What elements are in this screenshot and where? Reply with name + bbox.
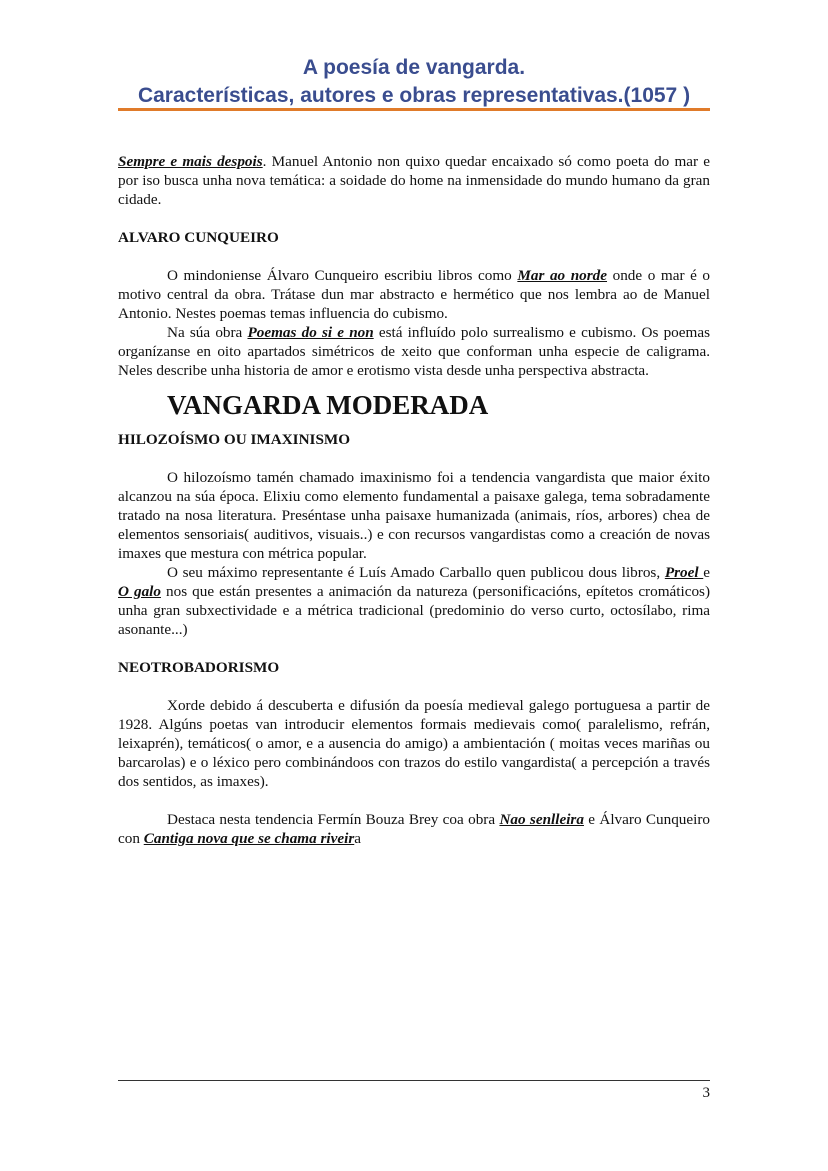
paragraph-text: onde o mar é o motivo central da obra. Trátase dun mar abstracto e hermético que nos lembra ao de Manuel Antonio. Nestes poemas temas influencia do cubismo.: [118, 267, 711, 322]
major-heading-vangarda-moderada: VANGARDA MODERADA: [167, 390, 489, 420]
footer-divider: [118, 1080, 710, 1081]
work-title: Poemas do si e non: [247, 324, 374, 341]
hilozoismo-paragraph-1: O hilozoísmo tamén chamado imaxinismo foi a tendencia vangardista que maior éxito alcanzou na súa época. Elixiu como elemento fundamental a paisaxe galega, tema sobradamente tratado na nosa literatura. Preséntase unha paisaxe humanizada (animais, ríos, arbores) chea de elementos sensoriais( auditivos, visuais..) e con recursos vangardistas como a creación de novas imaxes que mestura con métrica popular.: [118, 469, 710, 562]
paragraph-text: a: [354, 830, 362, 847]
work-title: Sempre e mais despois: [118, 153, 263, 170]
paragraph-text: e Álvaro Cunqueiro con: [118, 811, 710, 847]
work-title: Nao senlleira: [499, 811, 584, 828]
work-title: O galo: [118, 583, 161, 600]
intro-paragraph: [118, 152, 710, 209]
paragraph-text: O mindoniense Álvaro Cunqueiro escribiu libros como: [167, 267, 518, 284]
paragraph-text: e: [703, 564, 710, 581]
work-title: Mar ao norde: [517, 267, 608, 284]
section-heading-hilozoismo: HILOZOÍSMO OU IMAXINISMO: [118, 431, 351, 448]
header-title-line-2: Características, autores e obras representativas.(1057 ): [137, 84, 691, 107]
work-title: Proel: [664, 564, 704, 581]
paragraph-text: . Manuel Antonio non quixo quedar encaixado só como poeta do mar e por iso busca unha nova temática: a soidade do home na inmensidade do mundo humano da gran cidade.: [118, 153, 710, 208]
document-body: [118, 152, 710, 848]
paragraph-text: Na súa obra: [167, 324, 248, 341]
hilozoismo-paragraph-2: [118, 563, 710, 639]
header-divider: [118, 108, 710, 111]
paragraph-text: está influído polo surrealismo e cubismo. Os poemas organízanse en oito apartados simétricos de xeito que conforman unha especie de caligrama. Neles describe unha historia de amor e erotismo vista desde unha perspectiva abstracta.: [118, 324, 710, 379]
cunqueiro-paragraph-2: [118, 323, 710, 380]
neotrobadorismo-paragraph-1: Xorde debido á descuberta e difusión da poesía medieval galego portuguesa a partir de 1928. Algúns poetas van introducir elementos formais medievais como( paralelismo, refrán, leixaprén), temáticos( o amor, e a ausencia do amigo) a ambientación ( moitas veces mariñas ou barcarolas) e o léxico pero combinándoos con trazos do estilo vangardista( a percepción a través dos sentidos, as imaxes).: [118, 697, 710, 790]
page-number: 3: [702, 1085, 710, 1101]
section-heading-cunqueiro: ALVARO CUNQUEIRO: [118, 229, 279, 246]
section-heading-neotrobadorismo: NEOTROBADORISMO: [118, 659, 280, 676]
paragraph-text: O seu máximo representante é Luís Amado Carballo quen publicou dous libros,: [167, 564, 665, 581]
header-title-line-1: A poesía de vangarda.: [302, 56, 526, 79]
paragraph-text: nos que están presentes a animación da natureza (personificacións, epítetos cromáticos) unha gran subxectividade e a métrica tradicional (predominio do verso curto, octosílabo, rima asonante...): [118, 583, 711, 638]
work-title: Cantiga nova que se chama riveir: [143, 830, 355, 847]
neotrobadorismo-paragraph-2: [118, 810, 710, 848]
cunqueiro-paragraph-1: [118, 266, 710, 323]
paragraph-text: Destaca nesta tendencia Fermín Bouza Brey coa obra: [167, 811, 500, 828]
page-header: [118, 54, 710, 110]
